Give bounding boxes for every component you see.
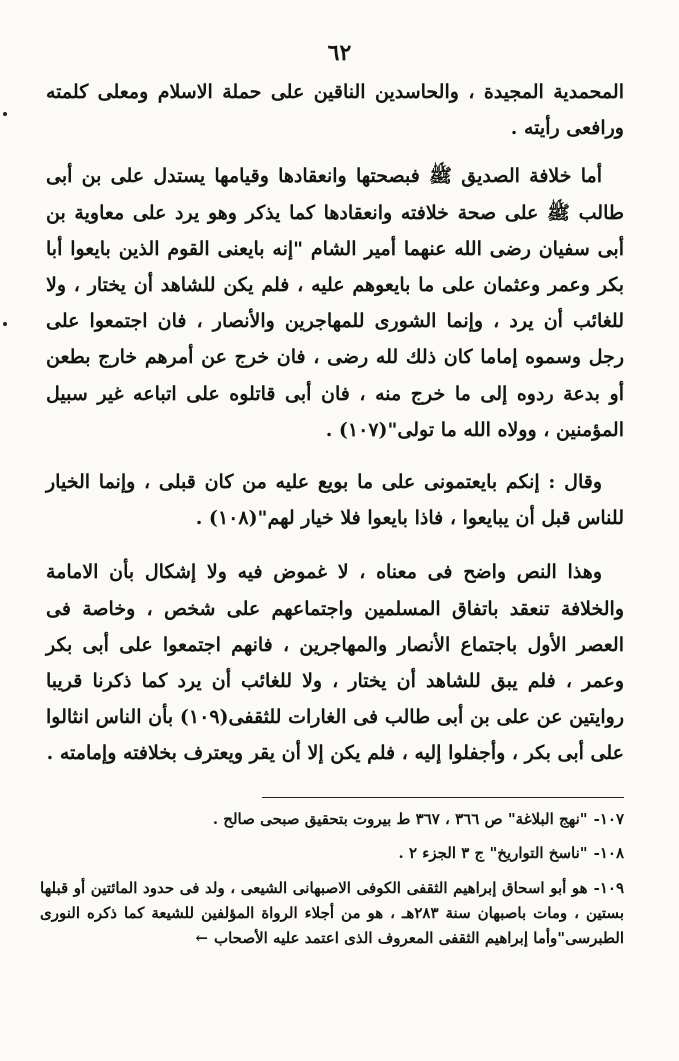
margin-mark: [3, 112, 7, 116]
paragraph: وقال : إنكم بايعتمونى على ما بويع عليه من كان قبلى ، وإنما الخيار للناس قبل أن يبايعوا ، فاذا بايعوا فلا خيار لهم"(١٠٨) .: [46, 471, 624, 530]
paragraph: أما خلافة الصديق ﷺ فبصحتها وانعقادها وقيامها يستدل على بن أبى طالب ﷺ على صحة خلافته وانعقادها كما يذكر وهو يرد على معاوية بن أبى سفيان رضى الله عنهما أمير الشام "إنه بايعنى القوم الذين بايعوا أبا بكر وعمر وعثمان على ما بايعوهم عليه ، فلم يكن للشاهد أن يختار ، ولا للغائب أن يرد ، وإنما الشورى للمهاجرين والأنصار ، فان اجتمعوا على رجل وسموه إماما كان ذلك لله رضى ، فان خرج عن أمرهم خارج بطعن أو بدعة ردوه إلى ما خرج منه ، فان أبى قاتلوه على اتباعه غير سبيل المؤمنين ، وولاه الله ما تولى"(١٠٧) .: [46, 165, 624, 441]
footnote-divider: [262, 797, 624, 798]
paragraph: المحمدية المجيدة ، والحاسدين الناقين على حملة الاسلام ومعلى كلمته ورافعى رأيته .: [46, 81, 624, 140]
footnote: [40, 808, 624, 830]
footnote-number: ١٠٩-: [593, 879, 624, 897]
footnote: [40, 842, 624, 864]
footnote-text: "نهج البلاغة" ص ٣٦٦ ، ٣٦٧ ط بيروت بتحقيق صبحى صالح .: [212, 810, 588, 828]
paragraph: وهذا النص واضح فى معناه ، لا غموض فيه ولا إشكال بأن الامامة والخلافة تنعقد باتفاق المسلمين واجتماعهم على شخص ، وخاصة فى العصر الأول باجتماع الأنصار والمهاجرين ، فانهم اجتمعوا على أبى بكر وعمر ، فلم يبق للشاهد أن يختار ، ولا للغائب أن يرد كما ذكرنا قريبا روايتين عن على بن أبى طالب فى الغارات للثقفى(١٠٩) بأن الناس انثالوا على أبى بكر ، وأجفلوا إليه ، فلم يكن إلا أن يقر ويعترف بخلافته وإمامته .: [46, 561, 625, 765]
continued-arrow-icon: ←: [195, 929, 208, 947]
page-number: ٦٢: [327, 40, 352, 66]
footnote-number: ١٠٧-: [593, 810, 624, 828]
footnote-text: هو أبو اسحاق إبراهيم الثقفى الكوفى الاصبهانى الشيعى ، ولد فى حدود المائتين أو قبلها بستين ، ومات باصبهان سنة ٢٨٣هـ ، هو من أجلاء الرواة المؤلفين للشيعة كما ذكره النورى الطبرسى"وأما إبراهيم الثقفى المعروف الذى اعتمد عليه الأصحاب: [40, 879, 624, 947]
footnotes: [40, 808, 624, 963]
footnote-number: ١٠٨-: [593, 844, 624, 862]
margin-mark: [3, 322, 7, 326]
footnote-text: "ناسخ التواريخ" ج ٣ الجزء ٢ .: [398, 844, 588, 862]
body-text: [46, 74, 624, 772]
footnote: [40, 876, 624, 951]
